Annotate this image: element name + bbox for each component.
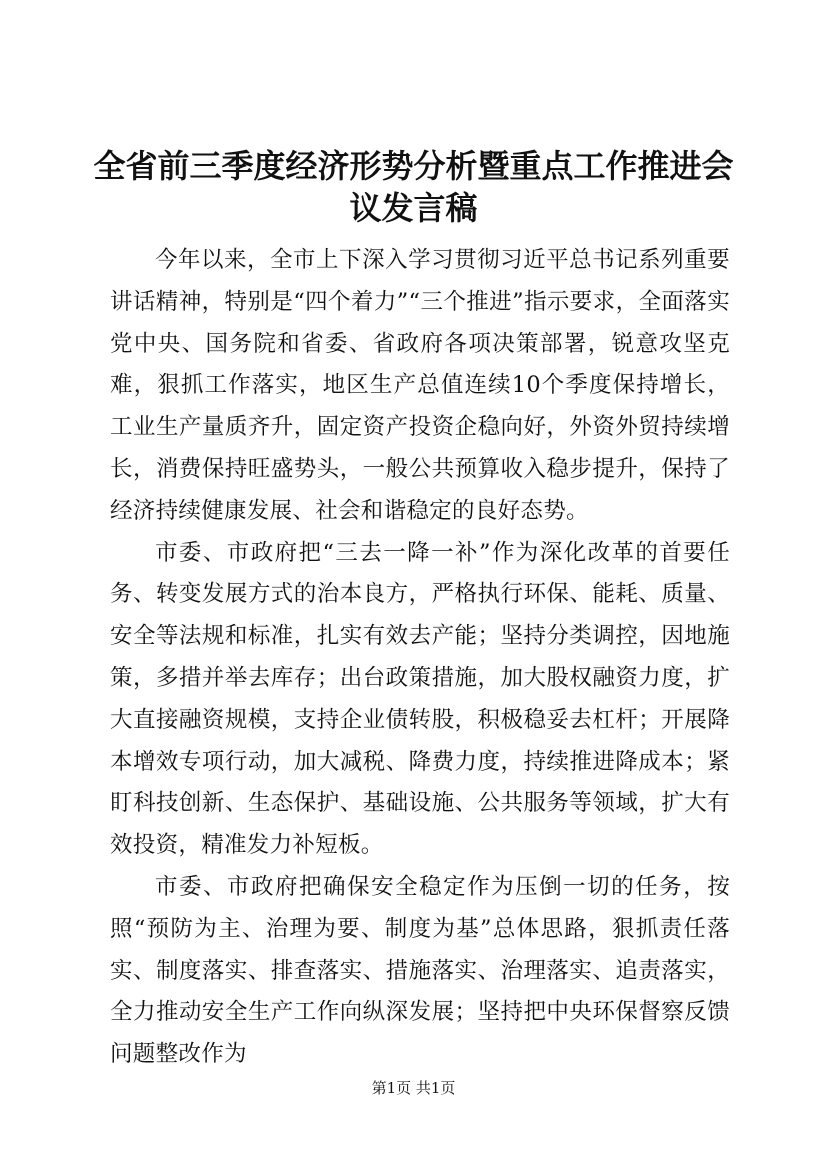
- paragraph-2: 市委、市政府把“三去一降一补”作为深化改革的首要任务、转变发展方式的治本良方，严格执行环保、能耗、质量、安全等法规和标准，扎实有效去产能；坚持分类调控，因地施策，多措并举去库存；出台政策措施，加大股权融资力度，扩大直接融资规模，支持企业债转股，积极稳妥去杠杆；开展降本增效专项行动，加大减税、降费力度，持续推进降成本；紧盯科技创新、生态保护、基础设施、公共服务等领域，扩大有效投资，精准发力补短板。: [110, 539, 730, 859]
- paragraph-1: 今年以来，全市上下深入学习贯彻习近平总书记系列重要讲话精神，特别是“四个着力”“三个推进”指示要求，全面落实党中央、国务院和省委、省政府各项决策部署，锐意攻坚克难，狠抓工作落实，地区生产总值连续10个季度保持增长，工业生产量质齐升，固定资产投资企稳向好，外资外贸持续增长，消费保持旺盛势头，一般公共预算收入稳步提升，保持了经济持续健康发展、社会和谐稳定的良好态势。: [110, 247, 730, 524]
- document-body: [110, 240, 730, 1076]
- document-title: 全省前三季度经济形势分析暨重点工作推进会议发言稿: [93, 147, 734, 227]
- page-footer: 第1页 共1页: [371, 1079, 456, 1097]
- paragraph-3: 市委、市政府把确保安全稳定作为压倒一切的任务，按照“预防为主、治理为要、制度为基”总体思路，狠抓责任落实、制度落实、排查落实、措施落实、治理落实、追责落实，全力推动安全生产工作向纵深发展；坚持把中央环保督察反馈问题整改作为: [110, 873, 730, 1068]
